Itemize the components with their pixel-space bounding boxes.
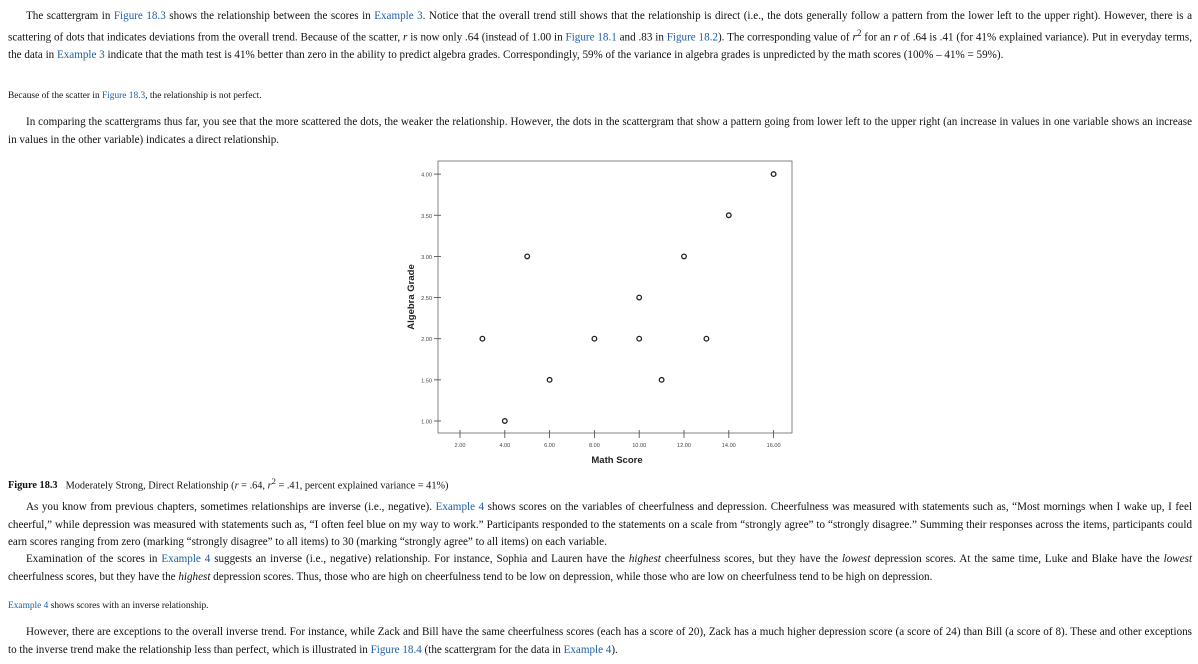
y-tick-label: 4.00 [421, 172, 432, 179]
figure-caption: Figure 18.3 Moderately Strong, Direct Relationship (r = .64, $r^2 = .41$, percent explained variance = 41%) [8, 476, 449, 492]
caption-label: Figure 18.3 [8, 480, 58, 492]
link-example-3[interactable]: Example 3 [374, 10, 423, 22]
x-tick-label: 2.00 [454, 443, 466, 449]
link-example-4[interactable]: Example 4 [435, 501, 485, 513]
x-tick-label: 8.00 [588, 443, 600, 449]
x-tick-label: 10.00 [632, 443, 647, 449]
link-figure-18-4[interactable]: Figure 18.4 [370, 643, 422, 656]
x-axis-label: Math Score [591, 455, 643, 466]
link-figure-18-3-note[interactable]: Figure 18.3 [101, 91, 146, 101]
y-tick-label: 1.50 [421, 378, 432, 385]
paragraph-inverse-relationships: As you know from previous chapters, sometimes relationships are inverse (i.e., negative). Example 4 shows scores on the variables of cheerfulness and depression. Cheerfulness was measured with statements such as, “Most mornings when I wake up, I feel cheerful,” while depression was measured with statements such as, “I often feel blue on my way to work.” Participants responded to the statements on a scale from “strongly agree” to “strongly disagree.” Summing their responses across the items, participants could earn scores ranging from zero (marking “strongly disagree” to all items) to 30 (marking “strongly agree” to all items) on each variable. [8, 501, 1192, 548]
link-example-4-third[interactable]: Example 4 [563, 643, 612, 656]
paragraph-exceptions: However, there are exceptions to the overall inverse trend. For instance, while Zack and Bill have the same cheerfulness scores (each has a score of 20), Zack has a much higher depression score (a score of 24) than Bill (a score of 8). These and other exceptions to the inverse trend make the relationship less than perfect, which is illustrated in Figure 18.4 (the scattergram for the data in Example 4). [8, 626, 1192, 656]
y-tick-label: 3.50 [421, 213, 432, 220]
y-tick-label: 2.50 [421, 296, 432, 303]
x-tick-label: 12.00 [677, 443, 691, 449]
y-tick-label: 2.00 [421, 337, 432, 344]
link-figure-18-3[interactable]: Figure 18.3 [113, 10, 166, 22]
note-inverse: Example 4 shows scores with an inverse relationship. [8, 601, 209, 611]
paragraph-scatter-explanation: The scattergram in Figure 18.3 shows the relationship between the scores in Example 3. Notice that the overall trend still shows that the relationship is direct (i.e., the dots generally follow a pattern from the lower left to the upper right). However, there is a scattering of dots that indicates deviations from the overall trend. Because of the scatter, r is now only .64 (instead of 1.00 in Figure 18.1 and .83 in Figure 18.2). The corresponding value of $r^2$ for an r of .64 is .41 (for 41% explained variance). Put in everyday terms, the data in Example 3 indicate that the math test is 41% better than zero in the ability to predict algebra grades. Correspondingly, 59% of the variance in algebra grades is unpredicted by the math scores (100% – 41% = 59%). [8, 10, 1193, 61]
link-figure-18-2[interactable]: Figure 18.2 [666, 31, 718, 44]
link-example-3-second[interactable]: Example 3 [56, 48, 105, 61]
y-tick-label: 3.00 [421, 254, 432, 261]
x-tick-label: 4.00 [499, 443, 511, 449]
paragraph-examination: Examination of the scores in Example 4 suggests an inverse (i.e., negative) relationship. For instance, Sophia and Lauren have the highest cheerfulness scores, but they have the lowest depression scores. At the same time, Luke and Blake have the lowest cheerfulness scores, but they have the highest depression scores. Thus, those who are high on cheerfulness tend to be low on depression, while those who are low on cheerfulness tend to be high on depression. [8, 553, 1193, 583]
link-example-4-second[interactable]: Example 4 [161, 553, 211, 565]
paragraph-comparing-scattergrams: In comparing the scattergrams thus far, you see that the more scattered the dots, the weaker the relationship. However, the dots in the scattergram that show a pattern going from lower left to the upper right (an increase in values in one variable shows an increase in values in the other variable) indicates a direct relationship. [8, 116, 1192, 146]
y-axis-label: Algebra Grade [406, 264, 417, 330]
x-tick-label: 16.00 [766, 443, 781, 449]
note-scatter: Because of the scatter in Figure 18.3, the relationship is not perfect. [8, 91, 262, 101]
y-tick-label: 1.00 [421, 419, 432, 426]
x-tick-label: 14.00 [721, 443, 736, 449]
plot-frame [438, 161, 792, 433]
scatter-chart [395, 150, 795, 470]
link-example-4-note[interactable]: Example 4 [8, 601, 49, 611]
x-tick-label: 6.00 [544, 443, 556, 449]
link-figure-18-1[interactable]: Figure 18.1 [565, 31, 617, 44]
